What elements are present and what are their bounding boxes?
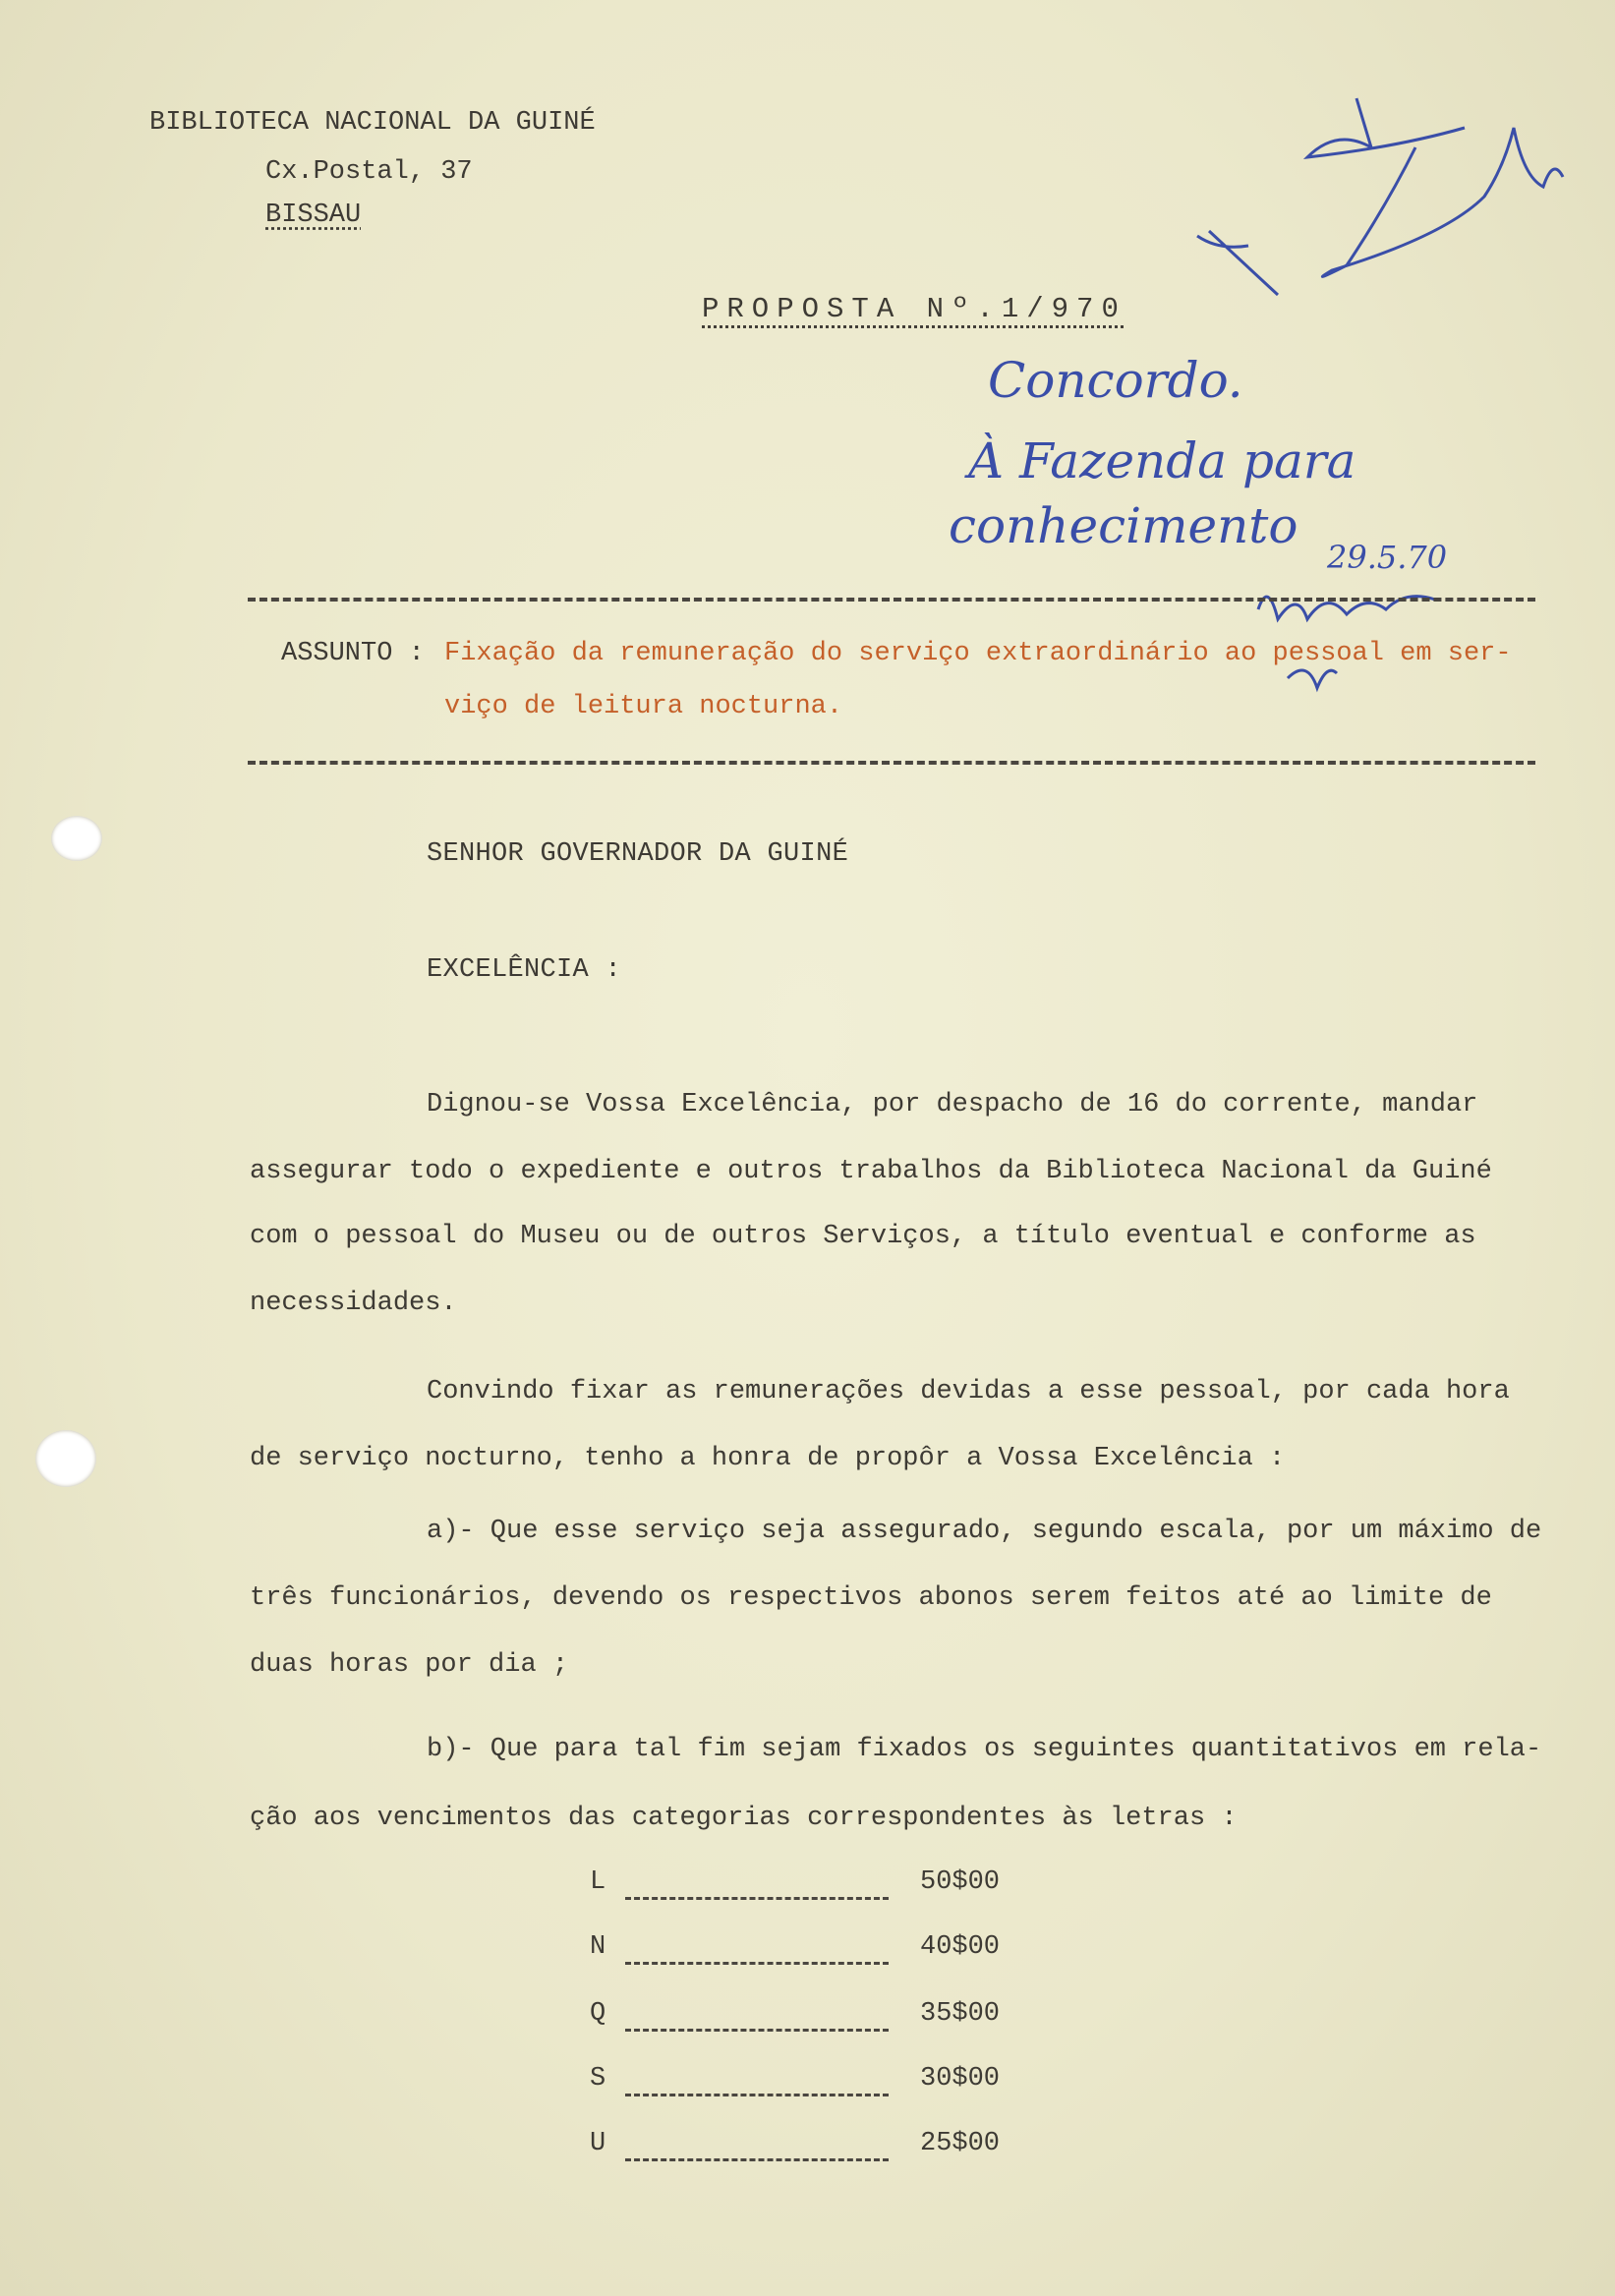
rate-amount: 30$00 <box>920 2064 1001 2094</box>
rate-amount: 40$00 <box>920 1932 1001 1962</box>
subject-text-line2: viço de leitura nocturna. <box>444 692 843 721</box>
page-title: PROPOSTA Nº.1/970 <box>702 293 1126 325</box>
greeting: EXCELÊNCIA : <box>427 955 622 985</box>
institution-name: BIBLIOTECA NACIONAL DA GUINÉ <box>149 108 596 138</box>
rate-leader <box>625 1897 889 1900</box>
rate-row <box>590 2129 1042 2168</box>
item-a-line1: a)- Que esse serviço seja assegurado, segundo escala, por um máximo de <box>427 1517 1542 1546</box>
rate-letter: N <box>590 1932 606 1962</box>
subject-text-line1: Fixação da remuneração do serviço extraordinário ao pessoal em ser- <box>444 639 1512 668</box>
rate-letter: Q <box>590 1999 606 2029</box>
punch-hole-bottom <box>35 1430 96 1487</box>
item-b-line1: b)- Que para tal fim sejam fixados os seguintes quantitativos em rela- <box>427 1735 1542 1764</box>
rate-row <box>590 1999 1042 2038</box>
rate-leader <box>625 2094 889 2096</box>
rate-amount: 50$00 <box>920 1867 1001 1897</box>
rate-row <box>590 1867 1042 1907</box>
postal-address: Cx.Postal, 37 <box>265 157 473 187</box>
city-name: BISSAU <box>265 201 362 230</box>
paragraph-1-line3: com o pessoal do Museu ou de outros Serviços, a título eventual e conforme as <box>250 1222 1476 1251</box>
paragraph-1-line1: Dignou-se Vossa Excelência, por despacho de 16 do corrente, mandar <box>427 1090 1478 1119</box>
subject-bottom-rule <box>248 761 1535 765</box>
paragraph-1-line2: assegurar todo o expediente e outros trabalhos da Biblioteca Nacional da Guiné <box>250 1157 1492 1186</box>
item-a-line2: três funcionários, devendo os respectivos abonos serem feitos até ao limite de <box>250 1583 1492 1613</box>
rate-row <box>590 2064 1042 2103</box>
rate-leader <box>625 2029 889 2032</box>
rate-letter: U <box>590 2129 606 2158</box>
handwritten-note-line2: À Fazenda para <box>968 432 1356 489</box>
salutation: SENHOR GOVERNADOR DA GUINÉ <box>427 839 849 869</box>
rate-letter: L <box>590 1867 606 1897</box>
handwritten-note-line3: conhecimento <box>949 497 1298 554</box>
subject-top-rule <box>248 598 1535 602</box>
item-a-line3: duas horas por dia ; <box>250 1650 569 1680</box>
rate-amount: 25$00 <box>920 2129 1001 2158</box>
handwritten-date: 29.5.70 <box>1327 539 1448 576</box>
rate-row <box>590 1932 1042 1972</box>
item-b-line2: ção aos vencimentos das categorias correspondentes às letras : <box>250 1804 1238 1833</box>
paragraph-2-line2: de serviço nocturno, tenho a honra de propôr a Vossa Excelência : <box>250 1444 1286 1473</box>
rate-letter: S <box>590 2064 606 2094</box>
paragraph-1-line4: necessidades. <box>250 1289 457 1318</box>
handwritten-approval: Concordo. <box>988 352 1243 409</box>
punch-hole-top <box>51 816 102 861</box>
rate-amount: 35$00 <box>920 1999 1001 2029</box>
paragraph-2-line1: Convindo fixar as remunerações devidas a esse pessoal, por cada hora <box>427 1377 1510 1406</box>
rate-leader <box>625 1962 889 1965</box>
rate-leader <box>625 2158 889 2161</box>
signature-mark <box>1189 88 1573 305</box>
subject-label: ASSUNTO : <box>281 639 425 668</box>
